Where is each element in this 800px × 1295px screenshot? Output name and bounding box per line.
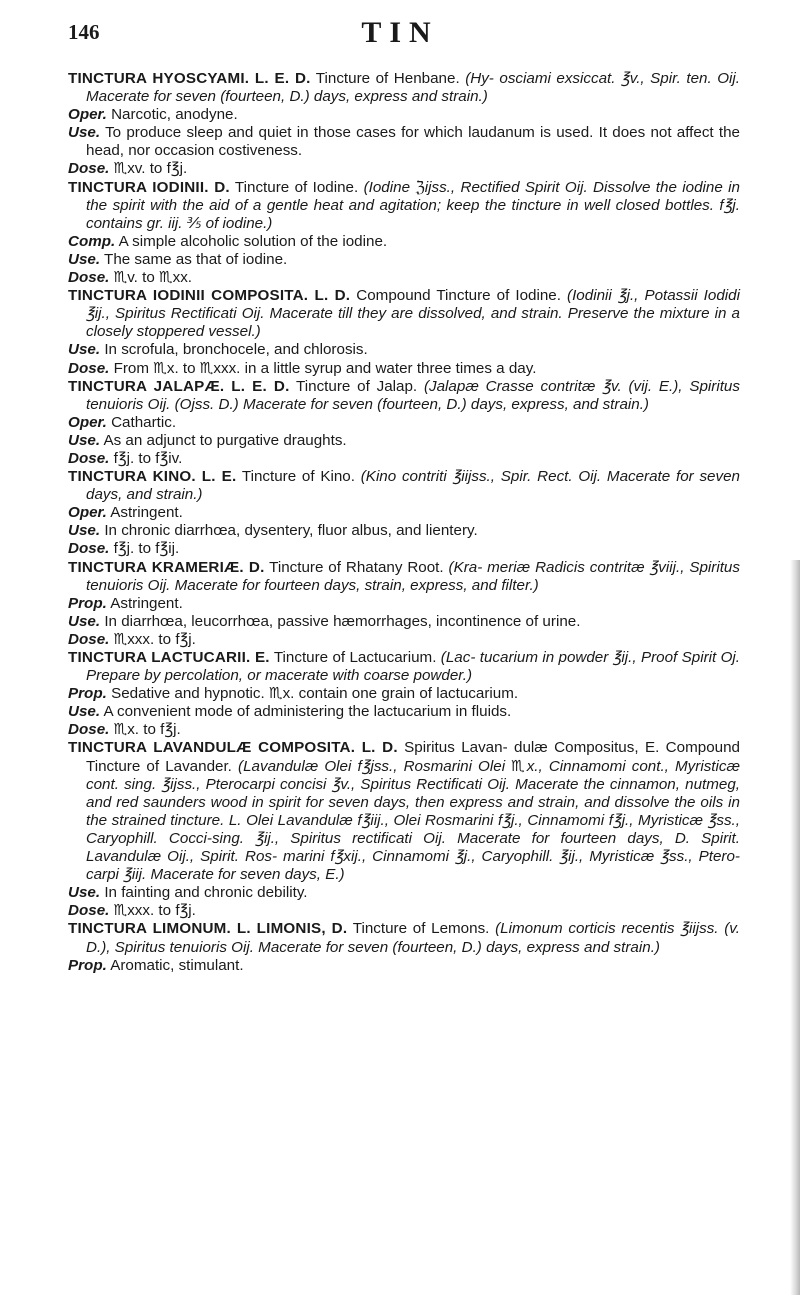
- entry-field: [68, 631, 740, 649]
- field-text: Sedative and hypnotic. ♏x. contain one grain of lactucarium.: [111, 685, 519, 703]
- entry-english-name: Tincture of Henbane.: [315, 70, 460, 87]
- field-text: Astringent.: [110, 504, 183, 522]
- entry-heading-paragraph: [68, 70, 740, 106]
- entry-heading-paragraph: [68, 287, 740, 341]
- field-label: Use.: [68, 703, 101, 721]
- entry-heading-paragraph: [68, 559, 740, 595]
- field-label: Dose.: [68, 630, 110, 648]
- entry-english-name: Spiritus Lavan- dulæ Compositus, E. Compound Tincture of Lavander.: [86, 739, 740, 775]
- entry-formula: (Lavandulæ Olei f℥jss., Rosmarini Olei ♏x., Cinnamomi cont., Myristicæ cont. sing. ℥ijss., Pterocarpi concisi ℥v., Spiritus Rectificati Oij. Macerate the cinnamon, nutmeg, and red saunders wood in spirit for seven days, then express and strain, and dissolve the oils in the strained tincture. L. Olei Lavandulæ f℥iij., Olei Rosmarini f℥j., Cinnamomi f℥j., Myristicæ ℥ss., Caryophill. Cocci-sing. ℥ij., Spiritus rectificati Oij. Macerate for fourteen days, D. Spirit. Lavandulæ Oij., Spirit. Ros- marini f℥xij., Cinnamomi ℥j., Caryophill. ℥ij., Myristicæ ℥ss., Ptero- carpi ℥iij. Macerate for seven days, E.): [86, 757, 740, 884]
- entry-field: [68, 233, 740, 251]
- entry-field: [68, 160, 740, 178]
- entry-title: TINCTURA IODINII COMPOSITA. L. D.: [68, 287, 351, 305]
- entry-field: [68, 106, 740, 124]
- entry-title: TINCTURA LIMONUM. L. LIMONIS, D.: [68, 920, 348, 938]
- field-label: Prop.: [68, 685, 107, 703]
- field-label: Dose.: [68, 359, 110, 377]
- field-text: From ♏x. to ♏xxx. in a little syrup and water three times a day.: [113, 359, 537, 377]
- field-text: A convenient mode of administering the lactucarium in fluids.: [103, 703, 512, 721]
- entry-field: [68, 721, 740, 739]
- entry-title: TINCTURA IODINII. D.: [68, 178, 230, 196]
- entry-field: [68, 360, 740, 378]
- entry-lavandulae: [68, 739, 740, 920]
- entry-title: TINCTURA KINO. L. E.: [68, 468, 237, 486]
- field-label: Comp.: [68, 232, 116, 250]
- field-text: Astringent.: [110, 594, 183, 612]
- entry-formula: (Jalapæ Crasse contritæ ℥v. (vij. E.), Spiritus tenuioris Oij. (Ojss. D.) Macerate for seven (fourteen, D.) days, express, and strain.): [86, 377, 740, 413]
- entry-title: TINCTURA KRAMERIÆ. D.: [68, 558, 265, 576]
- page-number: 146: [68, 20, 100, 44]
- entry-lactucarii: [68, 649, 740, 739]
- field-label: Prop.: [68, 594, 107, 612]
- field-label: Use.: [68, 250, 101, 268]
- field-text: ♏x. to f℥j.: [113, 721, 181, 739]
- field-text: Aromatic, stimulant.: [110, 956, 244, 974]
- field-text: ♏xxx. to f℥j.: [113, 630, 196, 648]
- field-label: Oper.: [68, 504, 107, 522]
- field-label: Dose.: [68, 449, 110, 467]
- entry-field: [68, 432, 740, 450]
- field-text: The same as that of iodine.: [104, 250, 288, 268]
- entry-kino: [68, 468, 740, 558]
- entry-formula: (Hy- osciami exsiccat. ℥v., Spir. ten. Oij. Macerate for seven (fourteen, D.) days, express and strain.): [86, 70, 740, 106]
- field-text: To produce sleep and quiet in those cases for which laudanum is used. It does not affect the head, nor occasion costiveness.: [86, 124, 741, 160]
- field-label: Oper.: [68, 106, 107, 124]
- entry-field: [68, 595, 740, 613]
- entry-english-name: Tincture of Lactucarium.: [273, 649, 437, 666]
- entry-field: [68, 450, 740, 468]
- field-text: f℥j. to f℥ij.: [113, 540, 180, 558]
- page-header: [0, 16, 800, 56]
- running-title: TIN: [361, 16, 439, 49]
- entry-formula: (Iodine ℨijss., Rectified Spirit Oij. Dissolve the iodine in the spirit with the aid of a gentle heat and agitation; keep the tincture in well closed bottles. f℥j. contains gr. iij. ⅗ of iodine.): [86, 178, 740, 232]
- entry-english-name: Tincture of Iodine.: [234, 178, 359, 196]
- entry-hyoscyami: [68, 70, 740, 179]
- field-label: Use.: [68, 124, 101, 142]
- field-label: Use.: [68, 431, 101, 449]
- entry-field: [68, 504, 740, 522]
- entry-iodinii: [68, 179, 740, 288]
- entry-limonum: [68, 920, 740, 974]
- entry-field: [68, 613, 740, 631]
- entry-english-name: Tincture of Kino.: [241, 468, 355, 486]
- field-label: Use.: [68, 341, 101, 359]
- entry-field: [68, 522, 740, 540]
- entry-heading-paragraph: [68, 920, 740, 956]
- entry-heading-paragraph: [68, 649, 740, 685]
- entries-list: [68, 70, 740, 975]
- entry-english-name: Tincture of Rhatany Root.: [269, 558, 444, 576]
- entry-title: TINCTURA HYOSCYAMI. L. E. D.: [68, 70, 311, 87]
- field-label: Use.: [68, 612, 101, 630]
- entry-formula: (Kra- meriæ Radicis contritæ ℥viij., Spiritus tenuioris Oij. Macerate for fourteen days, strain, express, and filter.): [86, 558, 740, 594]
- entry-english-name: Tincture of Lemons.: [352, 920, 490, 938]
- field-text: In scrofula, bronchocele, and chlorosis.: [104, 341, 368, 359]
- entry-heading-paragraph: [68, 739, 740, 884]
- entry-title: TINCTURA LAVANDULÆ COMPOSITA. L. D.: [68, 739, 398, 757]
- entry-heading-paragraph: [68, 468, 740, 504]
- field-text: ♏xxx. to f℥j.: [113, 902, 196, 920]
- entry-field: [68, 703, 740, 721]
- entry-field: [68, 902, 740, 920]
- entry-jalapae: [68, 378, 740, 468]
- field-label: Prop.: [68, 956, 107, 974]
- entry-title: TINCTURA JALAPÆ. L. E. D.: [68, 377, 290, 395]
- entry-field: [68, 341, 740, 359]
- entry-field: [68, 884, 740, 902]
- field-label: Dose.: [68, 902, 110, 920]
- field-label: Use.: [68, 522, 101, 540]
- entry-english-name: Compound Tincture of Iodine.: [356, 287, 561, 305]
- field-text: f℥j. to f℥iv.: [113, 449, 183, 467]
- field-text: ♏xv. to f℥j.: [113, 160, 188, 178]
- entry-english-name: Tincture of Jalap.: [296, 377, 418, 395]
- field-text: In diarrhœa, leucorrhœa, passive hæmorrhages, incontinence of urine.: [104, 612, 581, 630]
- entry-krameriae: [68, 559, 740, 649]
- entry-formula: (Limonum corticis recentis ℥iijss. (v. D.), Spiritus tenuioris Oij. Macerate for seven (fourteen, D.) days, express and strain.): [86, 920, 740, 956]
- field-text: In fainting and chronic debility.: [104, 884, 308, 902]
- entry-heading-paragraph: [68, 179, 740, 233]
- field-label: Dose.: [68, 721, 110, 739]
- entry-title: TINCTURA LACTUCARII. E.: [68, 649, 270, 666]
- entry-formula: (Iodinii ℥j., Potassii Iodidi ℥ij., Spiritus Rectificati Oij. Macerate till they are dissolved, and strain. Preserve the mixture in a closely stoppered vessel.): [86, 287, 740, 341]
- field-text: ♏v. to ♏xx.: [113, 269, 193, 287]
- page-edge-shadow: [790, 560, 800, 1295]
- field-label: Oper.: [68, 413, 107, 431]
- entry-field: [68, 957, 740, 975]
- entry-heading-paragraph: [68, 378, 740, 414]
- entry-field: [68, 251, 740, 269]
- entry-field: [68, 540, 740, 558]
- entry-field: [68, 414, 740, 432]
- entry-field: [68, 685, 740, 703]
- entry-field: [68, 269, 740, 287]
- field-text: A simple alcoholic solution of the iodine.: [118, 232, 388, 250]
- entry-field: [68, 124, 740, 160]
- field-label: Dose.: [68, 540, 110, 558]
- entry-formula: (Lac- tucarium in powder ℥ij., Proof Spirit Oj. Prepare by percolation, or macerate with coarse powder.): [86, 649, 740, 685]
- field-label: Dose.: [68, 269, 110, 287]
- entry-iodinii-comp: [68, 287, 740, 377]
- entry-formula: (Kino contriti ℥iijss., Spir. Rect. Oij. Macerate for seven days, and strain.): [86, 468, 740, 504]
- field-label: Use.: [68, 884, 101, 902]
- field-text: Cathartic.: [111, 413, 177, 431]
- field-label: Dose.: [68, 160, 110, 178]
- field-text: As an adjunct to purgative draughts.: [103, 431, 347, 449]
- field-text: Narcotic, anodyne.: [111, 106, 238, 124]
- field-text: In chronic diarrhœa, dysentery, fluor albus, and lientery.: [104, 522, 478, 540]
